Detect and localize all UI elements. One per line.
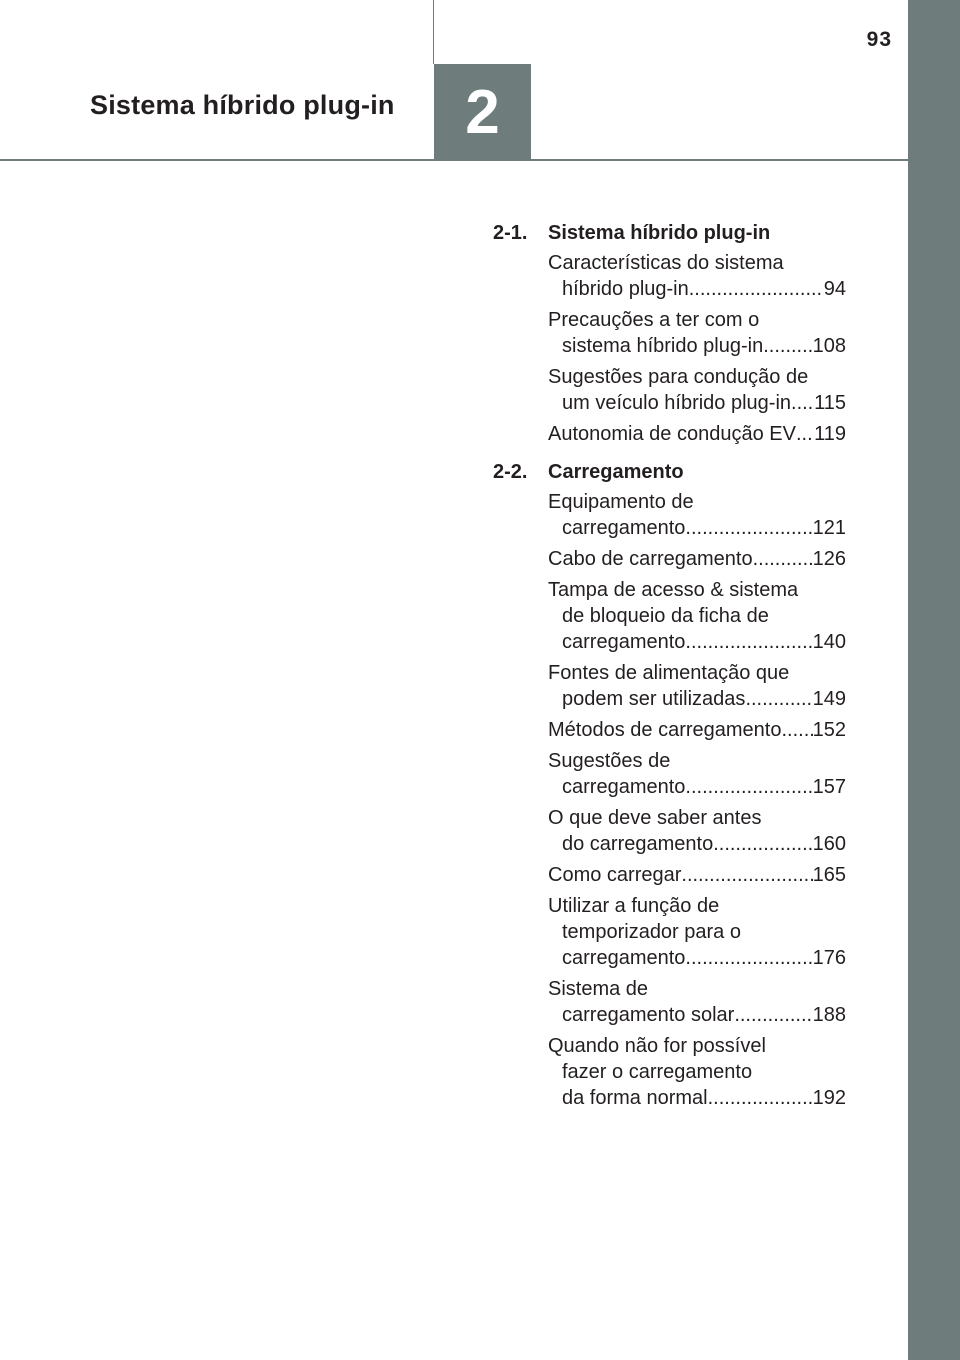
entry-page-number: 165 — [812, 864, 846, 886]
toc-entry[interactable] — [548, 893, 846, 971]
section-title: Sistema híbrido plug-in — [548, 222, 771, 244]
entry-text: Cabo de carregamento — [548, 548, 753, 570]
site-watermark: carmanualsonline.info — [738, 1327, 889, 1344]
entry-text: do carregamento — [562, 833, 714, 855]
entry-text: carregamento — [562, 631, 686, 653]
entry-page-number: 176 — [812, 947, 846, 969]
entry-text: Características do sistema — [548, 252, 784, 274]
entry-text: carregamento — [562, 947, 686, 969]
section-heading — [493, 459, 846, 485]
entry-page-number: 121 — [812, 517, 846, 539]
toc-entry[interactable] — [548, 976, 846, 1028]
entry-text: Sugestões para condução de — [548, 366, 809, 388]
leader-dots — [753, 546, 813, 572]
toc-section — [493, 220, 846, 447]
entry-text: fazer o carregamento — [562, 1061, 753, 1083]
toc-entry[interactable] — [548, 250, 846, 302]
entry-page-number: 157 — [812, 776, 846, 798]
entry-text: Fontes de alimentação que — [548, 662, 790, 684]
entry-page-number: 188 — [812, 1004, 846, 1026]
entry-text: Precauções a ter com o — [548, 309, 760, 331]
entry-page-number: 160 — [812, 833, 846, 855]
entry-text: carregamento — [562, 776, 686, 798]
entry-text: carregamento — [562, 517, 686, 539]
leader-dots — [734, 1002, 812, 1028]
leader-dots — [763, 333, 812, 359]
entry-page-number: 149 — [812, 688, 846, 710]
toc-entry[interactable] — [548, 307, 846, 359]
entry-text: um veículo híbrido plug-in — [562, 392, 792, 414]
entry-text: Quando não for possível — [548, 1035, 766, 1057]
entry-page-number: 192 — [812, 1087, 846, 1109]
toc-entry[interactable] — [548, 546, 846, 572]
chapter-number-box: 2 — [434, 64, 531, 161]
leader-dots — [745, 686, 812, 712]
entry-text: híbrido plug-in — [562, 278, 689, 300]
toc-entry[interactable] — [548, 805, 846, 857]
leader-dots — [685, 629, 812, 655]
leader-dots — [781, 717, 812, 743]
entry-text: Autonomia de condução EV — [548, 423, 796, 445]
toc-entry[interactable] — [548, 489, 846, 541]
chapter-side-tab — [908, 0, 960, 1360]
leader-dots — [796, 421, 814, 447]
toc-entry[interactable] — [548, 364, 846, 416]
toc-entry[interactable] — [548, 717, 846, 743]
leader-dots — [791, 390, 814, 416]
entry-text: Utilizar a função de — [548, 895, 720, 917]
toc-entry[interactable] — [548, 660, 846, 712]
entry-page-number: 119 — [814, 423, 846, 445]
section-title: Carregamento — [548, 461, 684, 483]
section-heading — [493, 220, 846, 246]
entry-page-number: 108 — [812, 335, 846, 357]
leader-dots — [685, 945, 812, 971]
entry-text: temporizador para o — [562, 921, 741, 943]
leader-dots — [689, 276, 824, 302]
entry-text: da forma normal — [562, 1087, 708, 1109]
entry-text: Equipamento de — [548, 491, 694, 513]
leader-dots — [685, 774, 812, 800]
entry-page-number: 140 — [812, 631, 846, 653]
header-divider — [433, 0, 434, 64]
leader-dots — [685, 515, 812, 541]
entry-text: Como carregar — [548, 864, 682, 886]
entry-page-number: 126 — [812, 548, 846, 570]
toc-entry[interactable] — [548, 862, 846, 888]
entry-text: O que deve saber antes — [548, 807, 762, 829]
page-number: 93 — [866, 28, 892, 51]
section-number: 2-2. — [493, 461, 528, 483]
section-number: 2-1. — [493, 222, 528, 244]
toc-section — [493, 459, 846, 1111]
table-of-contents — [493, 220, 846, 1123]
entry-page-number: 94 — [823, 278, 846, 300]
leader-dots — [708, 1085, 813, 1111]
toc-entry[interactable] — [548, 421, 846, 447]
entry-text: carregamento solar — [562, 1004, 735, 1026]
entry-text: sistema híbrido plug-in — [562, 335, 764, 357]
entry-text: podem ser utilizadas — [562, 688, 746, 710]
entry-page-number: 115 — [814, 392, 846, 414]
entry-text: Sugestões de — [548, 750, 671, 772]
entry-text: Tampa de acesso & sistema — [548, 579, 799, 601]
entry-page-number: 152 — [812, 719, 846, 741]
leader-dots — [681, 862, 812, 888]
toc-entry[interactable] — [548, 748, 846, 800]
toc-entry[interactable] — [548, 577, 846, 655]
entry-text: Métodos de carregamento — [548, 719, 782, 741]
toc-entry[interactable] — [548, 1033, 846, 1111]
entry-text: Sistema de — [548, 978, 649, 1000]
chapter-title: Sistema híbrido plug-in — [90, 90, 395, 120]
leader-dots — [713, 831, 812, 857]
entry-text: de bloqueio da ficha de — [562, 605, 769, 627]
